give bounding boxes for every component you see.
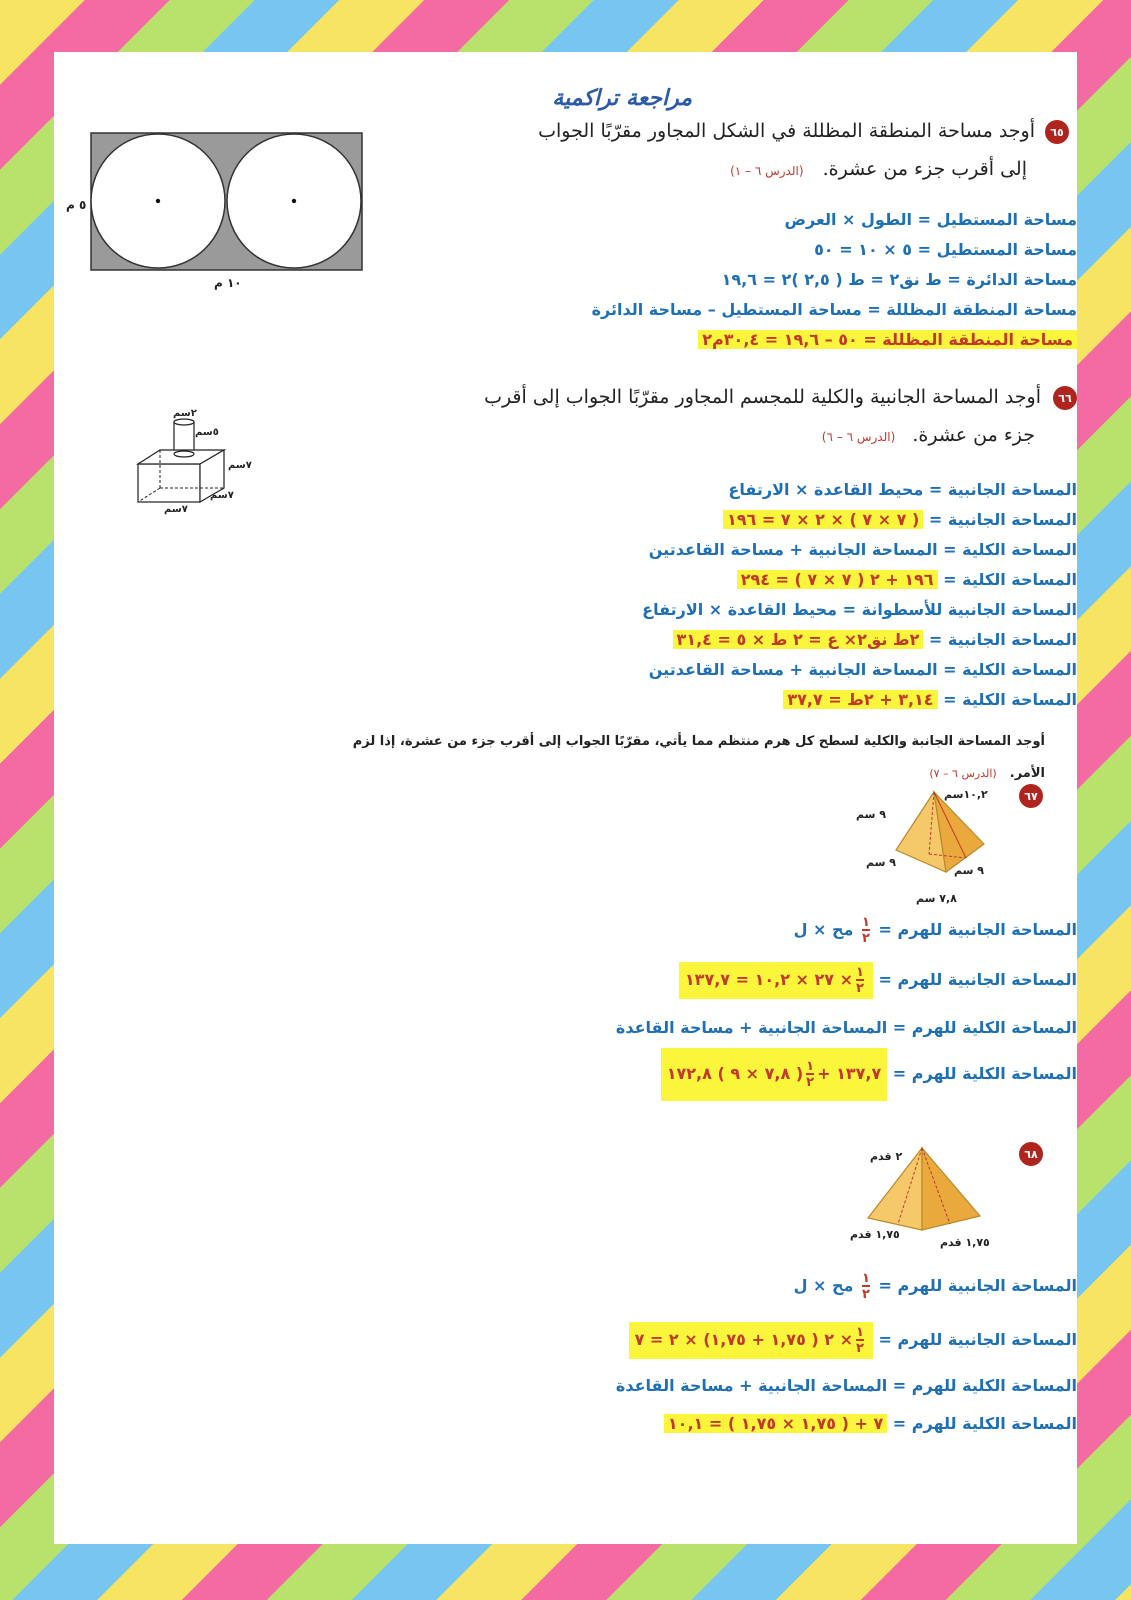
q67-frac2-num: ١ xyxy=(856,965,864,980)
q66-line-4-label: المساحة الكلية = xyxy=(943,570,1077,589)
q66-solution-line-5: المساحة الجانبية للأسطوانة = محيط القاعدة × الارتفاع xyxy=(642,600,1077,619)
q67-line-4-part-a: ١٣٧,٧ + xyxy=(817,1064,882,1083)
q67-line-2-value-box xyxy=(679,962,873,999)
q68-line-1-label: المساحة الجانبية للهرم = xyxy=(878,1276,1077,1295)
q65-figure-rectangle-circles xyxy=(90,132,365,274)
q66-line-2-value: ( ٧ × ٧ ) × ٢ × ٧ = ١٩٦ xyxy=(723,510,923,529)
instruction-line-1: أوجد المساحة الجانبة والكلية لسطح كل هرم منتظم مما يأتي، مقرّبًا الجواب إلى أقرب جزء من عشرة، إذا لزم xyxy=(352,734,1045,749)
q66-line-4-value: ١٩٦ + ٢ ( ٧ × ٧ ) = ٢٩٤ xyxy=(737,570,938,589)
q67-line-2-fraction xyxy=(856,966,864,995)
q68-frac-num: ١ xyxy=(862,1271,870,1286)
q67-frac3-den: ٢ xyxy=(806,1075,815,1090)
instruction-line-2-body: الأمر. xyxy=(1009,766,1045,781)
q66-text-line1: أوجد المساحة الجانبية والكلية للمجسم المجاور مقرّبًا الجواب إلى أقرب xyxy=(484,386,1041,408)
q67-line-2-label: المساحة الجانبية للهرم = xyxy=(878,970,1077,989)
question-66-badge: ٦٦ xyxy=(1053,386,1077,410)
q65-lesson-ref: (الدرس ٦ – ١) xyxy=(730,164,804,178)
question-67-badge: ٦٧ xyxy=(1019,784,1043,808)
q66-solution-line-8 xyxy=(783,690,1077,709)
q65-solution-line-3: مساحة الدائرة = ط نق٢ = ط ( ٢,٥ )٢ = ١٩,٦ xyxy=(721,270,1077,289)
q67-line-1-fraction xyxy=(862,916,870,945)
q67-solution-line-2 xyxy=(679,962,1077,999)
q68-line-4-value: ٧ + ( ١,٧٥ × ١,٧٥ ) = ١٠,١ xyxy=(664,1414,887,1433)
q68-line-2-label: المساحة الجانبية للهرم = xyxy=(878,1330,1077,1349)
q68-line-2-fraction xyxy=(856,1326,864,1355)
q67-frac-den: ٢ xyxy=(862,931,870,946)
q67-frac3-num: ١ xyxy=(806,1059,815,1074)
q67-solution-line-3: المساحة الكلية للهرم = المساحة الجانبية + مساحة القاعدة xyxy=(615,1018,1077,1037)
q68-solution-line-1 xyxy=(794,1272,1077,1301)
q67-solution-line-1 xyxy=(794,916,1077,945)
q68-label-base-left: ١,٧٥ قدم xyxy=(850,1228,900,1241)
q65-text-line1: أوجد مساحة المنطقة المظللة في الشكل المجاور مقرّبًا الجواب xyxy=(538,120,1035,142)
q67-label-slant: ١٠,٢سم xyxy=(944,788,988,801)
q67-label-edge-c: ٩ سم xyxy=(954,864,984,877)
q68-line-1-tail: مح × ل xyxy=(793,1276,854,1295)
q67-line-4-label: المساحة الكلية للهرم = xyxy=(892,1064,1077,1083)
q68-line-1-fraction xyxy=(862,1272,870,1301)
q66-line-6-label: المساحة الجانبية = xyxy=(928,630,1077,649)
q68-solution-line-3: المساحة الكلية للهرم = المساحة الجانبية + مساحة القاعدة xyxy=(615,1376,1077,1395)
q66-label-box-width: ٧سم xyxy=(164,504,188,515)
q67-label-edge-b: ٩ سم xyxy=(866,856,896,869)
q65-text-line2 xyxy=(730,158,1027,180)
q66-line-2-label: المساحة الجانبية = xyxy=(928,510,1077,529)
q66-label-box-depth: ٧سم xyxy=(210,490,234,501)
q66-line-8-value: ٣,١٤ + ٢ط = ٣٧,٧ xyxy=(783,690,937,709)
q66-solution-line-1: المساحة الجانبية = محيط القاعدة × الارتفاع xyxy=(728,480,1077,499)
q66-text-line2-body: جزء من عشرة. xyxy=(912,424,1035,446)
q65-text-line2-body: إلى أقرب جزء من عشرة. xyxy=(822,158,1027,180)
q67-line-2-value: × ٢٧ × ١٠,٢ = ١٣٧,٧ xyxy=(684,970,854,989)
q66-solution-line-6 xyxy=(673,630,1077,649)
q68-line-4-label: المساحة الكلية للهرم = xyxy=(892,1414,1077,1433)
q68-line-2-value: × ٢ ( ١,٧٥ + ١,٧٥) × ٢ = ٧ xyxy=(634,1330,854,1349)
q67-frac-num: ١ xyxy=(862,915,870,930)
q68-label-base-right: ١,٧٥ قدم xyxy=(940,1236,990,1249)
q67-line-1-tail: مح × ل xyxy=(793,920,854,939)
q66-label-cyl-diameter: ٢سم xyxy=(173,408,197,419)
q66-solution-line-2 xyxy=(723,510,1077,529)
q67-solution-line-4 xyxy=(661,1048,1077,1101)
q65-final-answer: مساحة المنطقة المظللة = ٥٠ – ١٩,٦ = ٣٠,٤م٢ xyxy=(698,330,1077,349)
page-title: مراجعة تراكمية xyxy=(552,86,692,111)
question-65-badge: ٦٥ xyxy=(1045,120,1069,144)
q68-frac2-den: ٢ xyxy=(856,1341,864,1356)
q68-line-2-value-box xyxy=(629,1322,873,1359)
q68-frac-den: ٢ xyxy=(862,1287,870,1302)
worksheet-page xyxy=(54,52,1077,1544)
q68-label-slant: ٢ قدم xyxy=(870,1150,903,1163)
q67-frac2-den: ٢ xyxy=(856,981,864,996)
instruction-lesson-ref: (الدرس ٦ – ٧) xyxy=(929,767,997,780)
q68-solution-line-2 xyxy=(629,1322,1077,1359)
q65-solution-line-4: مساحة المنطقة المظللة = مساحة المستطيل – مساحة الدائرة xyxy=(591,300,1077,319)
instruction-line-2 xyxy=(929,762,1045,781)
q67-line-4-part-b: ( ٧,٨ × ٩ ) ١٧٢,٨ xyxy=(666,1064,804,1083)
q66-text-line2 xyxy=(822,424,1035,446)
q66-label-box-height: ٧سم xyxy=(228,460,252,471)
q67-line-1-label: المساحة الجانبية للهرم = xyxy=(878,920,1077,939)
q66-line-6-value: ٢ط نق٢× ع = ٢ ط × ٥ = ٣١,٤ xyxy=(673,630,924,649)
q66-line-8-label: المساحة الكلية = xyxy=(943,690,1077,709)
q66-lesson-ref: (الدرس ٦ – ٦) xyxy=(821,430,896,444)
q67-line-4-value-box xyxy=(661,1048,887,1101)
q67-line-4-fraction xyxy=(806,1060,814,1089)
q65-solution-line-1: مساحة المستطيل = الطول × العرض xyxy=(784,210,1077,229)
q67-label-edge-a: ٩ سم xyxy=(856,808,886,821)
q67-label-apothem: ٧,٨ سم xyxy=(916,892,957,905)
q68-frac2-num: ١ xyxy=(856,1325,864,1340)
q65-figure-height-label: ٥ م xyxy=(66,198,87,212)
q65-figure-width-label: ١٠ م xyxy=(214,276,242,290)
q65-solution-line-2: مساحة المستطيل = ٥ × ١٠ = ٥٠ xyxy=(814,240,1077,259)
q66-label-cyl-height: ٥سم xyxy=(195,427,219,438)
q66-solution-line-4 xyxy=(737,570,1077,589)
q68-solution-line-4 xyxy=(664,1414,1077,1433)
question-68-badge: ٦٨ xyxy=(1019,1142,1043,1166)
q66-solution-line-7: المساحة الكلية = المساحة الجانبية + مساحة القاعدتين xyxy=(648,660,1077,679)
q66-solution-line-3: المساحة الكلية = المساحة الجانبية + مساحة القاعدتين xyxy=(648,540,1077,559)
